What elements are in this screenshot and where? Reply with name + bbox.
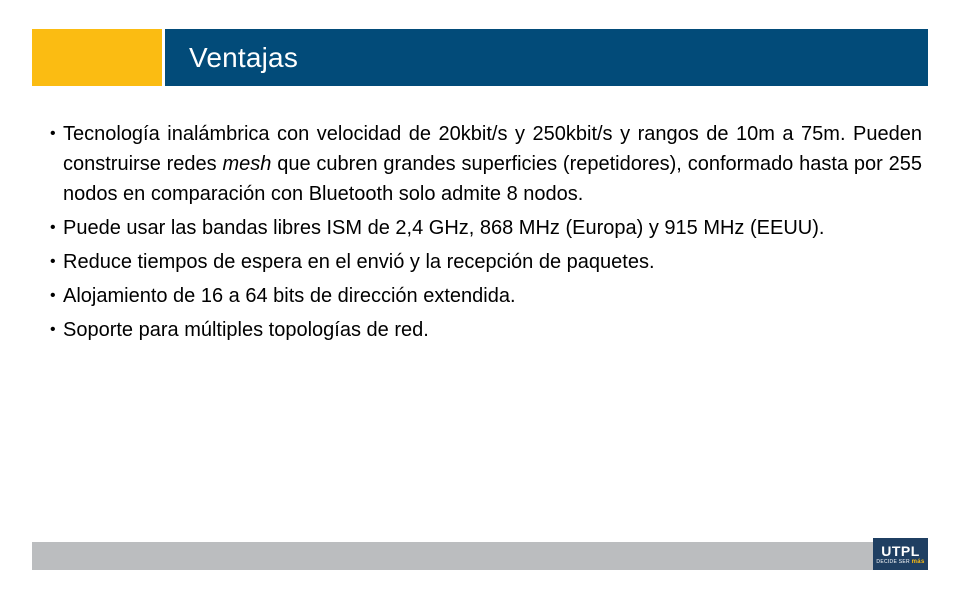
bullet-item [50, 213, 922, 243]
bullet-item [50, 315, 922, 345]
logo-tagline-accent: más [911, 559, 925, 565]
bullet-emphasis: mesh [222, 153, 272, 175]
footer-bar [32, 542, 928, 570]
utpl-logo [873, 538, 928, 570]
bullet-list [50, 119, 922, 349]
logo-tagline [876, 559, 924, 566]
page-title: Ventajas [189, 41, 299, 73]
bullet-item [50, 281, 922, 311]
accent-block [32, 29, 162, 86]
bullet-item [50, 247, 922, 277]
logo-tagline-text: DECIDE SER [876, 559, 910, 565]
title-bar [165, 29, 928, 86]
bullet-text: Soporte para múltiples topologías de red. [63, 319, 429, 341]
bullet-text: Alojamiento de 16 a 64 bits de dirección extendida. [63, 285, 516, 307]
bullet-text: Tecnología inalámbrica con velocidad de 20kbit/s y 250kbit/s y rangos de 10m a 75m. Pueden construirse redes [63, 123, 922, 175]
bullet-text: que cubren grandes superficies (repetidores), conformado hasta por 255 nodos en comparación con Bluetooth solo admite 8 nodos. [63, 153, 922, 205]
bullet-text: Reduce tiempos de espera en el envió y la recepción de paquetes. [63, 251, 655, 273]
bullet-text: Puede usar las bandas libres ISM de 2,4 GHz, 868 MHz (Europa) y 915 MHz (EEUU). [63, 217, 825, 239]
logo-text: UTPL [881, 543, 920, 559]
bullet-item [50, 119, 922, 209]
